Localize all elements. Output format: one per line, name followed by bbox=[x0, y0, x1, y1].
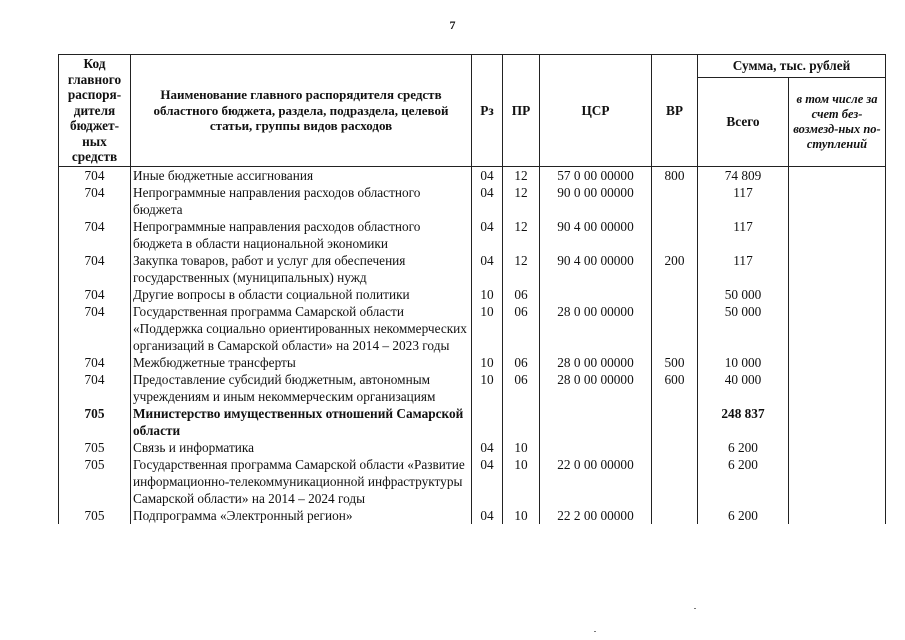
cell-incl bbox=[789, 252, 886, 286]
cell-total: 74 809 bbox=[698, 166, 789, 184]
cell-name: Другие вопросы в области социальной политики bbox=[131, 286, 472, 303]
cell-csr: 22 2 00 00000 bbox=[540, 507, 652, 524]
cell-total: 50 000 bbox=[698, 303, 789, 354]
cell-csr: 28 0 00 00000 bbox=[540, 371, 652, 405]
cell-vr bbox=[652, 507, 698, 524]
cell-code: 704 bbox=[59, 303, 131, 354]
cell-code: 705 bbox=[59, 439, 131, 456]
cell-pr: 12 bbox=[503, 184, 540, 218]
table-row bbox=[59, 303, 886, 354]
cell-incl bbox=[789, 507, 886, 524]
cell-name: Государственная программа Самарской области «Поддержка социально ориентированных некоммерческих организаций в Самарской области» на 2014 – 2023 годы bbox=[131, 303, 472, 354]
cell-total: 248 837 bbox=[698, 405, 789, 439]
cell-name: Связь и информатика bbox=[131, 439, 472, 456]
table-header bbox=[59, 55, 886, 167]
cell-rz: 10 bbox=[472, 303, 503, 354]
cell-name: Министерство имущественных отношений Самарской области bbox=[131, 405, 472, 439]
cell-csr: 28 0 00 00000 bbox=[540, 303, 652, 354]
cell-vr bbox=[652, 184, 698, 218]
cell-csr bbox=[540, 405, 652, 439]
table-row bbox=[59, 456, 886, 507]
cell-incl bbox=[789, 456, 886, 507]
cell-rz: 04 bbox=[472, 507, 503, 524]
cell-code: 704 bbox=[59, 166, 131, 184]
cell-rz: 04 bbox=[472, 166, 503, 184]
table-body bbox=[59, 166, 886, 524]
table-row bbox=[59, 166, 886, 184]
header-total: Всего bbox=[698, 78, 789, 167]
cell-incl bbox=[789, 354, 886, 371]
cell-total: 6 200 bbox=[698, 456, 789, 507]
cell-csr bbox=[540, 439, 652, 456]
cell-csr: 28 0 00 00000 bbox=[540, 354, 652, 371]
cell-pr: 06 bbox=[503, 303, 540, 354]
cell-total: 10 000 bbox=[698, 354, 789, 371]
table-row bbox=[59, 252, 886, 286]
cell-incl bbox=[789, 405, 886, 439]
header-sum: Сумма, тыс. рублей bbox=[698, 55, 886, 78]
scan-speck bbox=[594, 631, 596, 632]
page-number: 7 bbox=[449, 18, 456, 32]
header-pr: ПР bbox=[503, 55, 540, 167]
cell-vr bbox=[652, 218, 698, 252]
cell-vr bbox=[652, 405, 698, 439]
cell-total: 6 200 bbox=[698, 439, 789, 456]
table-row bbox=[59, 218, 886, 252]
header-vr: ВР bbox=[652, 55, 698, 167]
cell-rz: 10 bbox=[472, 371, 503, 405]
cell-pr: 10 bbox=[503, 439, 540, 456]
cell-incl bbox=[789, 303, 886, 354]
cell-name: Межбюджетные трансферты bbox=[131, 354, 472, 371]
cell-vr: 500 bbox=[652, 354, 698, 371]
cell-pr: 06 bbox=[503, 354, 540, 371]
cell-total: 117 bbox=[698, 218, 789, 252]
cell-code: 704 bbox=[59, 184, 131, 218]
header-csr: ЦСР bbox=[540, 55, 652, 167]
cell-vr: 200 bbox=[652, 252, 698, 286]
header-code: Код главного распоря-дителя бюджет-ных средств bbox=[59, 55, 131, 167]
cell-total: 117 bbox=[698, 252, 789, 286]
cell-code: 704 bbox=[59, 354, 131, 371]
cell-total: 50 000 bbox=[698, 286, 789, 303]
cell-vr bbox=[652, 303, 698, 354]
cell-vr: 800 bbox=[652, 166, 698, 184]
cell-code: 705 bbox=[59, 405, 131, 439]
cell-csr bbox=[540, 286, 652, 303]
cell-pr: 12 bbox=[503, 166, 540, 184]
cell-rz: 04 bbox=[472, 439, 503, 456]
cell-pr: 06 bbox=[503, 286, 540, 303]
cell-code: 704 bbox=[59, 286, 131, 303]
header-name: Наименование главного распорядителя средств областного бюджета, раздела, подраздела, целевой статьи, группы видов расходов bbox=[131, 55, 472, 167]
cell-rz: 04 bbox=[472, 184, 503, 218]
cell-csr: 90 0 00 00000 bbox=[540, 184, 652, 218]
cell-incl bbox=[789, 371, 886, 405]
cell-pr: 12 bbox=[503, 218, 540, 252]
budget-table bbox=[58, 54, 886, 524]
cell-name: Непрограммные направления расходов областного бюджета в области национальной экономики bbox=[131, 218, 472, 252]
cell-incl bbox=[789, 166, 886, 184]
cell-pr: 10 bbox=[503, 507, 540, 524]
cell-name: Подпрограмма «Электронный регион» bbox=[131, 507, 472, 524]
cell-rz bbox=[472, 405, 503, 439]
cell-rz: 04 bbox=[472, 456, 503, 507]
table-row bbox=[59, 354, 886, 371]
cell-incl bbox=[789, 218, 886, 252]
cell-name: Иные бюджетные ассигнования bbox=[131, 166, 472, 184]
header-rz: Рз bbox=[472, 55, 503, 167]
table-row bbox=[59, 371, 886, 405]
cell-code: 704 bbox=[59, 252, 131, 286]
table-row bbox=[59, 286, 886, 303]
cell-name: Непрограммные направления расходов областного бюджета bbox=[131, 184, 472, 218]
cell-total: 40 000 bbox=[698, 371, 789, 405]
cell-code: 705 bbox=[59, 456, 131, 507]
header-incl: в том числе за счет без-возмезд-ных по-ступлений bbox=[789, 78, 886, 167]
cell-vr bbox=[652, 286, 698, 303]
table-row bbox=[59, 405, 886, 439]
cell-incl bbox=[789, 184, 886, 218]
cell-vr: 600 bbox=[652, 371, 698, 405]
table-row bbox=[59, 507, 886, 524]
cell-incl bbox=[789, 439, 886, 456]
cell-total: 117 bbox=[698, 184, 789, 218]
cell-incl bbox=[789, 286, 886, 303]
cell-rz: 10 bbox=[472, 354, 503, 371]
cell-csr: 90 4 00 00000 bbox=[540, 218, 652, 252]
cell-code: 704 bbox=[59, 371, 131, 405]
table-row bbox=[59, 439, 886, 456]
cell-total: 6 200 bbox=[698, 507, 789, 524]
cell-rz: 04 bbox=[472, 218, 503, 252]
scan-speck bbox=[694, 608, 696, 609]
cell-vr bbox=[652, 456, 698, 507]
cell-csr: 22 0 00 00000 bbox=[540, 456, 652, 507]
cell-pr bbox=[503, 405, 540, 439]
cell-csr: 57 0 00 00000 bbox=[540, 166, 652, 184]
cell-rz: 04 bbox=[472, 252, 503, 286]
cell-name: Предоставление субсидий бюджетным, автономным учреждениям и иным некоммерческим организациям bbox=[131, 371, 472, 405]
cell-name: Государственная программа Самарской области «Развитие информационно-телекоммуникационной инфраструктуры Самарской области» на 2014 – 2024 годы bbox=[131, 456, 472, 507]
cell-pr: 06 bbox=[503, 371, 540, 405]
cell-rz: 10 bbox=[472, 286, 503, 303]
cell-code: 704 bbox=[59, 218, 131, 252]
cell-pr: 10 bbox=[503, 456, 540, 507]
cell-csr: 90 4 00 00000 bbox=[540, 252, 652, 286]
cell-vr bbox=[652, 439, 698, 456]
cell-pr: 12 bbox=[503, 252, 540, 286]
cell-code: 705 bbox=[59, 507, 131, 524]
cell-name: Закупка товаров, работ и услуг для обеспечения государственных (муниципальных) нужд bbox=[131, 252, 472, 286]
table-row bbox=[59, 184, 886, 218]
